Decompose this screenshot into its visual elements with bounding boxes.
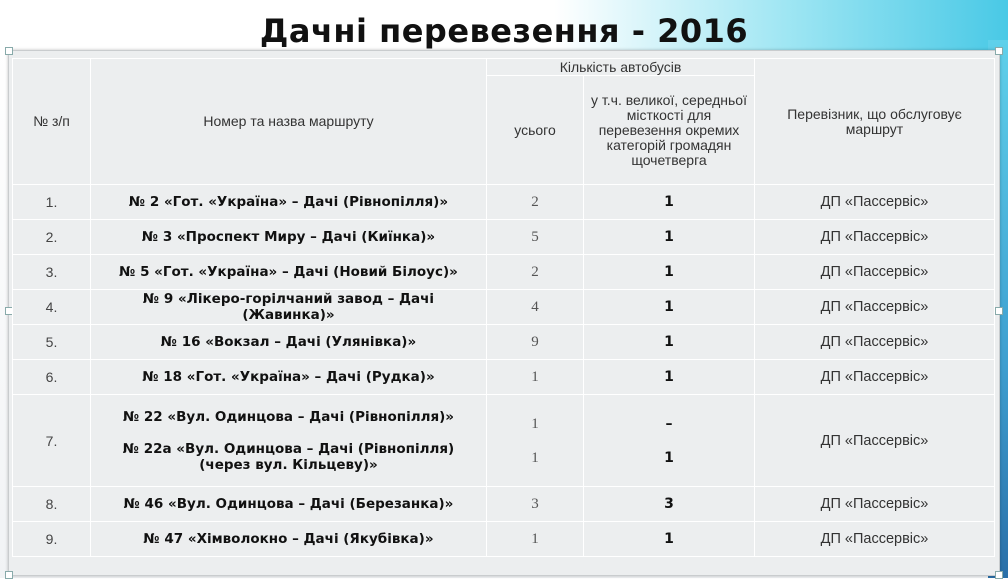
buses-special: 1 — [584, 325, 755, 360]
carrier: ДП «Пассервіс» — [755, 522, 995, 557]
carrier: ДП «Пассервіс» — [755, 185, 995, 220]
buses-special: – — [665, 415, 673, 432]
carrier: ДП «Пассервіс» — [755, 220, 995, 255]
buses-special: 1 — [584, 522, 755, 557]
header-total: усього — [487, 76, 584, 185]
buses-total: 1 — [531, 449, 539, 466]
row-number: 5. — [13, 325, 91, 360]
header-number: № з/п — [13, 59, 91, 185]
route-name: № 5 «Гот. «Україна» – Дачі (Новий Білоус)» — [91, 255, 487, 290]
carrier: ДП «Пассервіс» — [755, 487, 995, 522]
table-row — [13, 220, 995, 255]
page-title: Дачні перевезення - 2016 — [259, 12, 749, 50]
header-buses-group: Кількість автобусів — [487, 59, 755, 76]
route-name: № 46 «Вул. Одинцова – Дачі (Березанка)» — [91, 487, 487, 522]
resize-handle-top-right[interactable] — [995, 47, 1003, 55]
buses-special: 1 — [584, 360, 755, 395]
row-number: 6. — [13, 360, 91, 395]
buses-total: 4 — [487, 290, 584, 325]
buses-total: 3 — [487, 487, 584, 522]
resize-handle-top-left[interactable] — [5, 47, 13, 55]
carrier: ДП «Пассервіс» — [755, 255, 995, 290]
table-row — [13, 255, 995, 290]
resize-handle-middle-right[interactable] — [995, 307, 1003, 315]
header-route: Номер та назва маршруту — [91, 59, 487, 185]
route-name-group — [91, 395, 487, 487]
route-name: № 22 «Вул. Одинцова – Дачі (Рівнопілля)» — [122, 408, 455, 425]
row-number: 8. — [13, 487, 91, 522]
carrier: ДП «Пассервіс» — [755, 395, 995, 487]
route-name: № 18 «Гот. «Україна» – Дачі (Рудка)» — [91, 360, 487, 395]
table-row — [13, 325, 995, 360]
buses-special-group — [584, 395, 755, 487]
carrier: ДП «Пассервіс» — [755, 325, 995, 360]
buses-total: 1 — [487, 360, 584, 395]
route-name: № 16 «Вокзал – Дачі (Улянівка)» — [91, 325, 487, 360]
row-number: 4. — [13, 290, 91, 325]
buses-total: 1 — [531, 415, 539, 432]
buses-total: 2 — [487, 255, 584, 290]
route-name: № 2 «Гот. «Україна» – Дачі (Рівнопілля)» — [91, 185, 487, 220]
carrier: ДП «Пассервіс» — [755, 290, 995, 325]
routes-table — [12, 58, 995, 557]
buses-total: 1 — [487, 522, 584, 557]
row-number: 7. — [13, 395, 91, 487]
route-name: № 3 «Проспект Миру – Дачі (Киїнка)» — [91, 220, 487, 255]
table-row — [13, 487, 995, 522]
buses-total: 9 — [487, 325, 584, 360]
route-name: № 9 «Лікеро-горілчаний завод – Дачі (Жавинка)» — [91, 290, 487, 325]
carrier: ДП «Пассервіс» — [755, 360, 995, 395]
buses-total: 2 — [487, 185, 584, 220]
table-row — [13, 522, 995, 557]
route-name: № 47 «Хімволокно – Дачі (Якубівка)» — [91, 522, 487, 557]
buses-total: 5 — [487, 220, 584, 255]
buses-special: 1 — [664, 449, 674, 466]
row-number: 3. — [13, 255, 91, 290]
table-row — [13, 185, 995, 220]
header-carrier: Перевізник, що обслуговує маршрут — [755, 59, 995, 185]
buses-special: 1 — [584, 220, 755, 255]
row-number: 1. — [13, 185, 91, 220]
buses-special: 1 — [584, 290, 755, 325]
row-number: 9. — [13, 522, 91, 557]
table-row — [13, 395, 995, 487]
row-number: 2. — [13, 220, 91, 255]
route-name: № 22а «Вул. Одинцова – Дачі (Рівнопілля) (через вул. Кільцеву)» — [122, 440, 455, 473]
buses-special: 1 — [584, 255, 755, 290]
buses-total-group — [487, 395, 584, 487]
buses-special: 1 — [584, 185, 755, 220]
buses-special: 3 — [584, 487, 755, 522]
table-row — [13, 290, 995, 325]
table-row — [13, 360, 995, 395]
header-special: у т.ч. великої, середньої місткості для перевезення окремих категорій громадян щочетверга — [584, 76, 755, 185]
